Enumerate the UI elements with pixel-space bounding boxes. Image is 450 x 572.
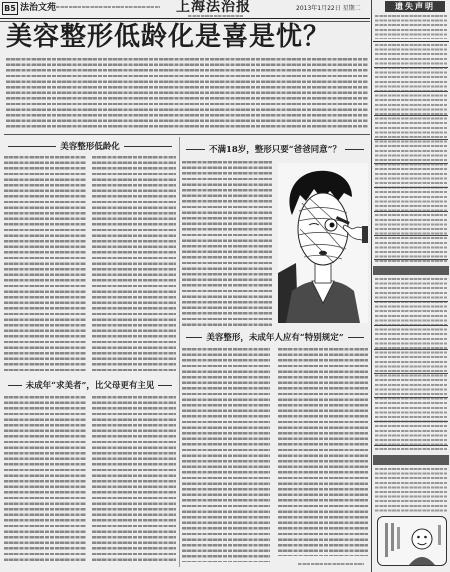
headline: 美容整形低龄化是喜是忧？ [6, 22, 331, 52]
page-number: B5 [2, 2, 18, 15]
body-column [92, 156, 176, 374]
section-heading: 美容整形，未成年人应有“特别规定” [182, 330, 368, 344]
sidebar-title: 遗失声明 [385, 1, 445, 12]
sidebar-cartoon [377, 516, 447, 566]
section-heading: 不满18岁，整形只要“爸爸同意”？ [182, 142, 368, 156]
footer-note [298, 563, 364, 566]
section-heading: 美容整形低龄化 [4, 139, 176, 153]
section-heading: 未成年“求美者”，比父母更有主见 [4, 378, 176, 392]
header-rule [0, 18, 370, 19]
sidebar-divider-bar [373, 455, 449, 465]
notice-separators [374, 278, 448, 452]
section-name: 法治文苑 [20, 3, 57, 13]
sidebar-rule [373, 41, 449, 42]
body-column [4, 396, 86, 564]
column-divider [179, 137, 180, 567]
bandaged-face-drawing [278, 163, 368, 323]
lead-rule [4, 134, 370, 135]
issue-date: 2013年1月22日 星期二 [296, 5, 361, 12]
notice-list [375, 468, 447, 512]
sidebar-divider-bar [373, 266, 449, 275]
editor-line [56, 6, 160, 9]
sidebar-intro-text [375, 15, 447, 39]
body-column [4, 156, 86, 374]
body-column [182, 348, 270, 562]
notice-separators [374, 44, 448, 264]
body-column [182, 161, 272, 326]
sidebar-cartoon-drawing [378, 517, 446, 565]
lead-paragraph [6, 58, 368, 130]
masthead-logo: 上海法治报 [176, 0, 251, 15]
cartoon-illustration [278, 163, 368, 323]
body-column [92, 396, 176, 564]
body-column [278, 348, 368, 556]
